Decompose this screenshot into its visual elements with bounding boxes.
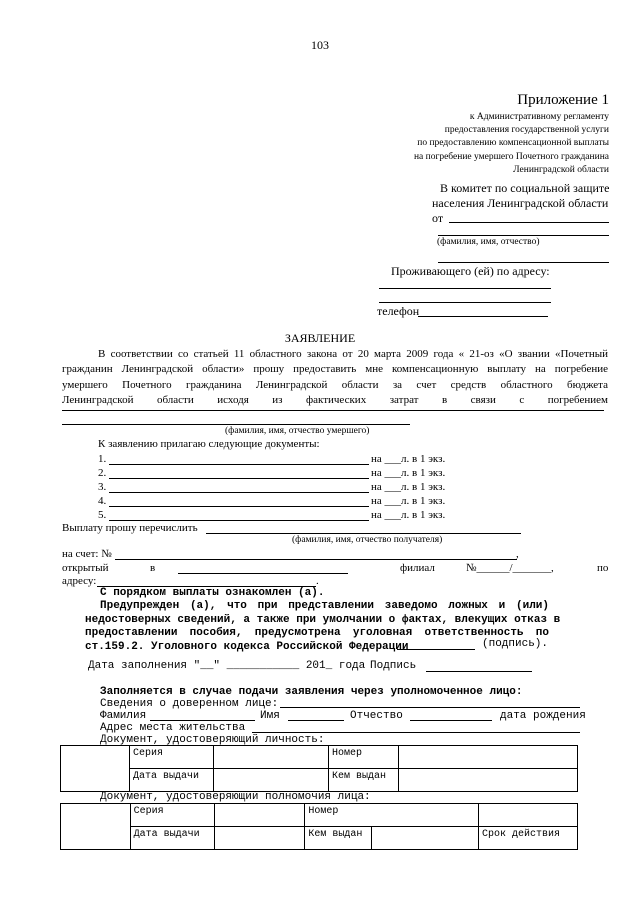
paragraph-line: умершего Почетного гражданина Ленинградской области за счет средств областного бюджета <box>62 378 608 391</box>
residing-label: Проживающего (ей) по адресу: <box>391 264 550 278</box>
auth-number-cell[interactable] <box>479 804 578 827</box>
fio-hint: (фамилия, имя, отчество) <box>437 237 540 247</box>
doc-suffix: на ___л. в 1 экз. <box>371 453 446 465</box>
residence-label: Адрес места жительства <box>100 722 246 734</box>
addressee-line2: населения Ленинградской области <box>432 196 609 210</box>
issued-by-label: Кем выдан <box>329 769 399 792</box>
deceased-hint: (фамилия, имя, отчество умершего) <box>225 426 370 436</box>
issue-date-cell[interactable] <box>214 769 329 792</box>
series-cell[interactable] <box>214 746 329 769</box>
id-document-table <box>60 745 578 792</box>
warning-line: недостоверных сведений, а также при умолчании о фактах, влекущих отказ в <box>85 613 561 626</box>
recipient-field[interactable] <box>206 533 521 534</box>
appendix-line: на погребение умершего Почетного гражданина <box>413 151 609 162</box>
appendix-line: Ленинградской области <box>513 164 609 175</box>
account-field[interactable] <box>115 559 517 560</box>
appendix-title: Приложение 1 <box>517 92 609 108</box>
doc-suffix: на ___л. в 1 экз. <box>371 509 446 521</box>
doc-field[interactable] <box>109 464 369 465</box>
appendix-line: предоставления государственной услуги <box>444 125 609 136</box>
word: погребением <box>547 393 608 406</box>
from-field-3[interactable] <box>438 262 609 263</box>
word: связи <box>470 393 496 406</box>
doc-num: 5. <box>98 509 107 521</box>
proxy-info-label: Сведения о доверенном лице: <box>100 698 279 710</box>
doc-num: 4. <box>98 495 107 507</box>
doc-suffix: на ___л. в 1 экз. <box>371 481 446 493</box>
word: с <box>519 393 525 406</box>
word: Ленинградской <box>62 393 134 406</box>
word: из <box>272 393 283 406</box>
address-end: . <box>316 575 319 587</box>
paragraph-line: В соответствии со статьей 11 областного закона от 20 марта 2009 года « 21-оз «О звании «Почетный <box>98 348 608 360</box>
statement-title: ЗАЯВЛЕНИЕ <box>284 331 356 345</box>
statement-paragraph <box>62 347 608 408</box>
word: в <box>441 393 448 406</box>
proxy-heading: Заполняется в случае подачи заявления через уполномоченное лицо: <box>100 686 523 698</box>
from-field-2[interactable] <box>438 235 609 236</box>
phone-label: телефон <box>377 304 420 318</box>
number-label: Номер <box>329 746 399 769</box>
number-cell[interactable] <box>399 746 578 769</box>
issued-by-cell[interactable] <box>399 769 578 792</box>
auth-issued-by-cell[interactable] <box>371 827 478 850</box>
patronymic-label: Отчество <box>350 710 403 722</box>
doc-num: 3. <box>98 481 107 493</box>
page-number: 103 <box>311 38 329 52</box>
auth-number-label: Номер <box>305 804 479 827</box>
issue-date-label: Дата выдачи <box>130 769 214 792</box>
doc-suffix: на ___л. в 1 экз. <box>371 467 446 479</box>
doc-field[interactable] <box>109 506 369 507</box>
auth-issue-date-cell[interactable] <box>215 827 305 850</box>
account-comma: , <box>516 548 519 560</box>
from-field[interactable] <box>449 222 609 223</box>
paragraph-last-line <box>62 393 608 408</box>
branch-label: филиал <box>400 562 435 574</box>
appendix-line: к Административному регламенту <box>469 112 609 122</box>
name-field[interactable] <box>288 720 344 721</box>
series-label: Серия <box>130 746 214 769</box>
doc-field[interactable] <box>109 520 369 521</box>
word: фактических <box>305 393 367 406</box>
birth-date-label: дата рождения <box>500 710 586 722</box>
word: затрат <box>389 393 419 406</box>
surname-field[interactable] <box>150 720 255 721</box>
auth-validity-label: Срок действия <box>479 827 578 850</box>
warning-line: Предупрежден (а), что при представлении заведомо ложных и (или) <box>100 600 549 612</box>
warning-line-last: ст.159.2. Уголовного кодекса Российской Федерации <box>85 640 409 653</box>
auth-doc-label: Документ, удостоверяющий полномочия лица: <box>100 791 371 803</box>
bank-field[interactable] <box>178 573 348 574</box>
table-empty-cell <box>61 746 130 792</box>
auth-series-label: Серия <box>130 804 215 827</box>
appendix-subtitle <box>414 111 609 177</box>
address-field-2[interactable] <box>379 302 551 303</box>
proxy-info-field[interactable] <box>280 707 580 708</box>
date-filled: Дата заполнения "__" ___________ 201_ года <box>88 660 366 672</box>
paragraph-line: гражданин Ленинградской области» прошу предоставить мне компенсационную выплату на погребение <box>62 363 608 376</box>
doc-suffix: на ___л. в 1 экз. <box>371 495 446 507</box>
surname-label: Фамилия <box>100 710 147 722</box>
address-label: адресу: <box>62 575 97 587</box>
po-label: по <box>597 562 609 574</box>
recipient-hint: (фамилия, имя, отчество получателя) <box>292 535 443 545</box>
id-doc-label: Документ, удостоверяющий личность: <box>100 734 325 746</box>
address-field-1[interactable] <box>379 288 551 289</box>
warning-line: предоставлении пособия, предусмотрена уголовная ответственность по <box>85 627 549 639</box>
deceased-field-1[interactable] <box>62 410 604 411</box>
sign-field[interactable] <box>426 671 532 672</box>
table-empty-cell <box>61 804 131 850</box>
appendix-line: по предоставлению компенсационной выплаты <box>417 138 609 149</box>
word: исходя <box>217 393 249 406</box>
phone-field[interactable] <box>418 316 548 317</box>
doc-num: 2. <box>98 467 107 479</box>
auth-issue-date-label: Дата выдачи <box>130 827 215 850</box>
doc-field[interactable] <box>109 492 369 493</box>
branch-number: №______/_______, <box>466 562 554 574</box>
warning-block <box>85 600 561 654</box>
opened-in-label: в <box>150 562 156 574</box>
docs-intro: К заявлению прилагаю следующие документы: <box>98 438 320 450</box>
patronymic-field[interactable] <box>410 720 492 721</box>
from-label: от <box>432 211 444 225</box>
word: области <box>156 393 194 406</box>
signature-field[interactable] <box>397 649 475 650</box>
account-label: на счет: № <box>62 548 112 560</box>
familiar-notice: С порядком выплаты ознакомлен (а). <box>100 587 325 599</box>
doc-field[interactable] <box>109 478 369 479</box>
auth-document-table <box>60 803 578 850</box>
addressee-line1: В комитет по социальной защите <box>440 181 610 195</box>
signature-label: (подпись). <box>482 638 549 650</box>
residence-field[interactable] <box>252 732 580 733</box>
deceased-field-2[interactable] <box>62 424 410 425</box>
name-label: Имя <box>260 710 280 722</box>
auth-series-cell[interactable] <box>215 804 305 827</box>
payment-label: Выплату прошу перечислить <box>62 522 198 534</box>
auth-issued-by-label: Кем выдан <box>305 827 372 850</box>
doc-num: 1. <box>98 453 107 465</box>
opened-label: открытый <box>62 562 109 574</box>
sign-label: Подпись <box>370 660 417 672</box>
